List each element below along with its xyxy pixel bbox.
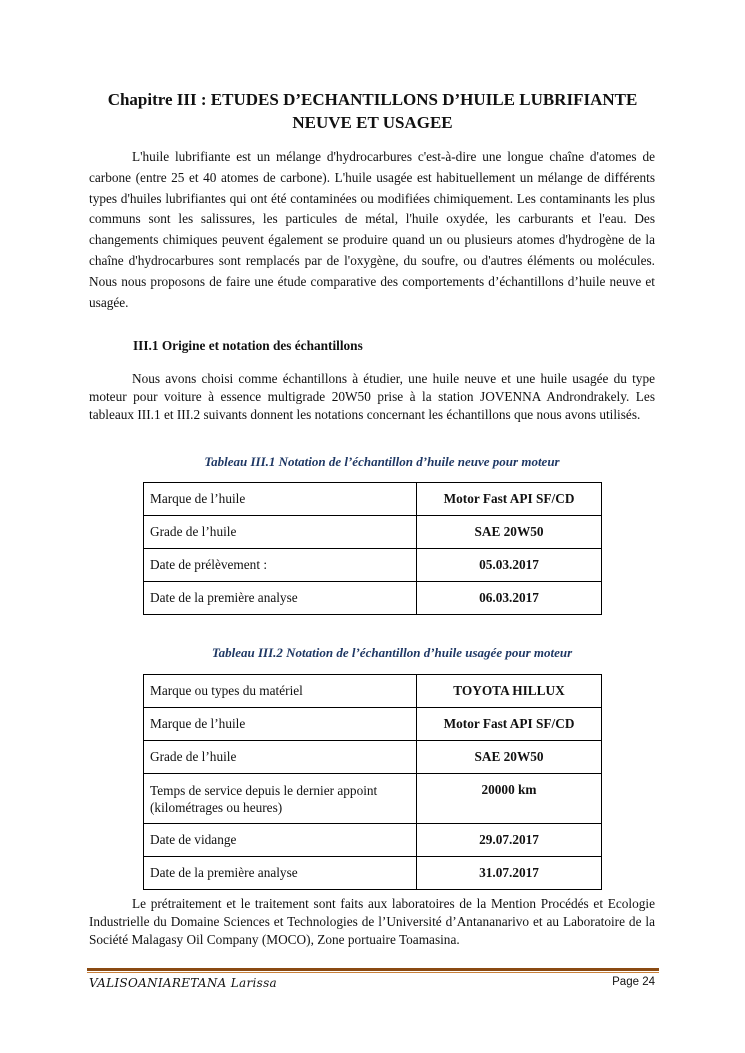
row-value: 05.03.2017 <box>417 549 602 582</box>
row-label: Temps de service depuis le dernier appoint (kilométrages ou heures) <box>144 774 417 824</box>
chapter-title-line1: Chapitre III : ETUDES D’ECHANTILLONS D’HUILE LUBRIFIANTE <box>107 90 638 109</box>
row-value: SAE 20W50 <box>417 741 602 774</box>
row-label: Date de prélèvement : <box>144 549 417 582</box>
row-value: TOYOTA HILLUX <box>417 675 602 708</box>
table-row <box>144 582 602 615</box>
row-value: Motor Fast API SF/CD <box>417 483 602 516</box>
footer-divider-thin <box>87 972 659 973</box>
row-label: Grade de l’huile <box>144 741 417 774</box>
table-row <box>144 675 602 708</box>
closing-paragraph: Le prétraitement et le traitement sont faits aux laboratoires de la Mention Procédés et Ecologie Industrielle du Domaine Sciences et Technologies de l’Université d’Antananarivo et au Laboratoire de la Société Malagasy Oil Company (MOCO), Zone portuaire Toamasina. <box>89 896 655 947</box>
footer-page-number: Page 24 <box>612 976 655 988</box>
table1-new-oil <box>143 482 602 615</box>
table-row <box>144 516 602 549</box>
row-value: 06.03.2017 <box>417 582 602 615</box>
table-row <box>144 824 602 857</box>
table1-caption: Tableau III.1 Notation de l’échantillon d’huile neuve pour moteur <box>204 454 560 469</box>
row-label: Marque ou types du matériel <box>144 675 417 708</box>
row-value: 31.07.2017 <box>417 857 602 890</box>
table2-caption: Tableau III.2 Notation de l’échantillon d’huile usagée pour moteur <box>211 645 573 660</box>
row-value: 29.07.2017 <box>417 824 602 857</box>
row-value: SAE 20W50 <box>417 516 602 549</box>
row-label: Marque de l’huile <box>144 483 417 516</box>
table-row <box>144 741 602 774</box>
table2-used-oil <box>143 674 602 890</box>
footer-author: VALISOANIARETANA Larissa <box>89 976 278 990</box>
row-label: Marque de l’huile <box>144 708 417 741</box>
row-label: Date de la première analyse <box>144 857 417 890</box>
chapter-title-line2: NEUVE ET USAGEE <box>292 113 453 132</box>
section-paragraph: Nous avons choisi comme échantillons à étudier, une huile neuve et une huile usagée du type moteur pour voiture à essence multigrade 20W50 prise à la station JOVENNA Androndrakely. Les tableaux III.1 et III.2 suivants donnent les notations concernant les échantillons que nous avons utilisés. <box>89 371 655 422</box>
table-row <box>144 483 602 516</box>
chapter-title <box>95 88 650 134</box>
intro-paragraph: L'huile lubrifiante est un mélange d'hydrocarbures c'est-à-dire une longue chaîne d'atomes de carbone (entre 25 et 40 atomes de carbone). L'huile usagée est habituellement un mélange de différents types d'huiles lubrifiantes qui ont été contaminées ou modifiées chimiquement. Les contaminants les plus communs sont les salissures, les particules de métal, l'huile oxydée, les carburants et l'eau. Des changements chimiques peuvent également se produire quand un ou plusieurs atomes d'hydrogène de la chaîne d'hydrocarbures sont remplacés par de l'oxygène, du soufre, ou d'autres éléments ou molécules. Nous nous proposons de faire une étude comparative des comportements d’échantillons d’huile neuve et usagée. <box>89 149 655 310</box>
table-row <box>144 708 602 741</box>
table-row <box>144 549 602 582</box>
row-label: Grade de l’huile <box>144 516 417 549</box>
row-label: Date de vidange <box>144 824 417 857</box>
row-label: Date de la première analyse <box>144 582 417 615</box>
row-value: 20000 km <box>417 774 602 824</box>
section-heading: III.1 Origine et notation des échantillons <box>133 338 363 353</box>
footer-divider <box>87 968 659 971</box>
table-row <box>144 857 602 890</box>
table-row <box>144 774 602 824</box>
row-value: Motor Fast API SF/CD <box>417 708 602 741</box>
